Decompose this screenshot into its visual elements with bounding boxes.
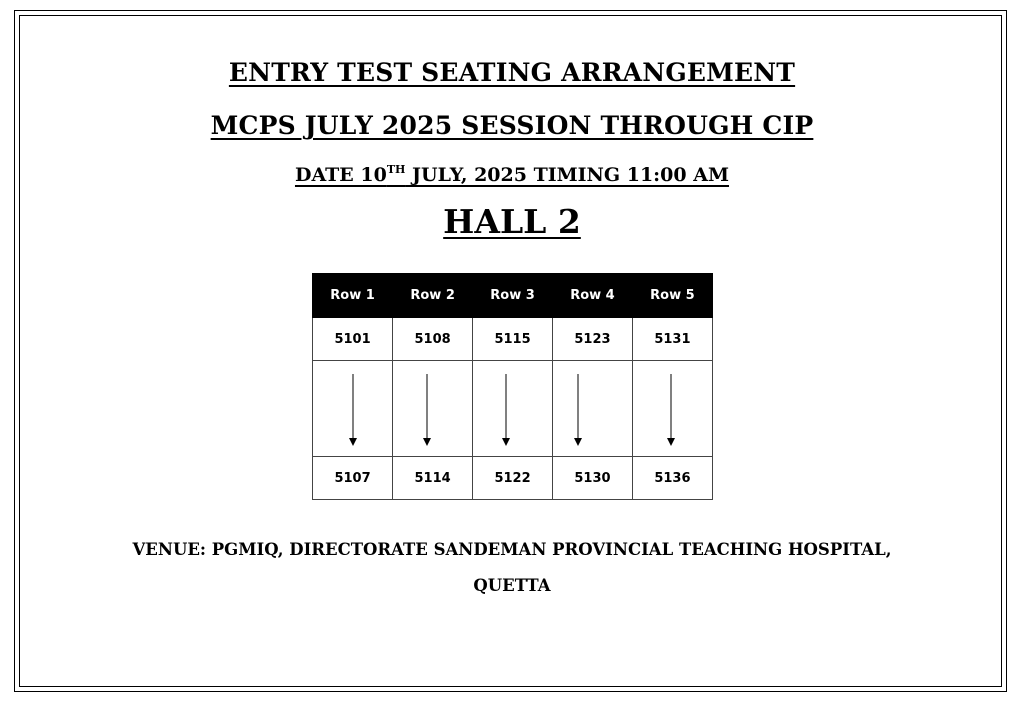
arrow-down-icon [571,370,585,448]
arrow-down-icon [664,370,678,448]
date-prefix: DATE 10 [294,164,387,186]
start-numbers-row [313,318,713,361]
header-row-4: Row 4 [553,274,633,318]
start-number-row-3: 5115 [473,318,553,361]
arrows-row [313,361,713,457]
hall-heading [0,202,1024,241]
arrow-cell-4 [553,361,633,457]
arrow-down-icon [499,370,513,448]
seating-table [312,273,713,500]
date-superscript: TH [386,163,406,176]
start-number-row-4: 5123 [553,318,633,361]
title-line-2-text: MCPS JULY 2025 SESSION THROUGH CIP [210,111,814,140]
end-number-row-5: 5136 [632,457,712,500]
date-timing-text [295,164,729,186]
header-row-5: Row 5 [632,274,712,318]
header-row-1: Row 1 [313,274,393,318]
start-number-row-5: 5131 [632,318,712,361]
title-line-1 [0,58,1024,87]
hall-heading-text: HALL 2 [443,202,581,241]
arrow-cell-1 [313,361,393,457]
arrow-down-icon [346,370,360,448]
table-header-row [313,274,713,318]
end-number-row-2: 5114 [393,457,473,500]
title-line-1-text: ENTRY TEST SEATING ARRANGEMENT [228,58,796,87]
title-line-2 [0,111,1024,140]
arrow-cell-3 [473,361,553,457]
end-number-row-3: 5122 [473,457,553,500]
start-number-row-1: 5101 [313,318,393,361]
header-row-2: Row 2 [393,274,473,318]
date-suffix: JULY, 2025 TIMING 11:00 AM [405,164,730,186]
venue-line-2: QUETTA [473,576,551,595]
arrow-cell-5 [632,361,712,457]
date-timing-line [0,163,1024,186]
end-numbers-row [313,457,713,500]
venue-line-1: VENUE: PGMIQ, DIRECTORATE SANDEMAN PROVINCIAL TEACHING HOSPITAL, [132,540,892,559]
arrow-down-icon [420,370,434,448]
end-number-row-1: 5107 [313,457,393,500]
start-number-row-2: 5108 [393,318,473,361]
header-row-3: Row 3 [473,274,553,318]
end-number-row-4: 5130 [553,457,633,500]
arrow-cell-2 [393,361,473,457]
